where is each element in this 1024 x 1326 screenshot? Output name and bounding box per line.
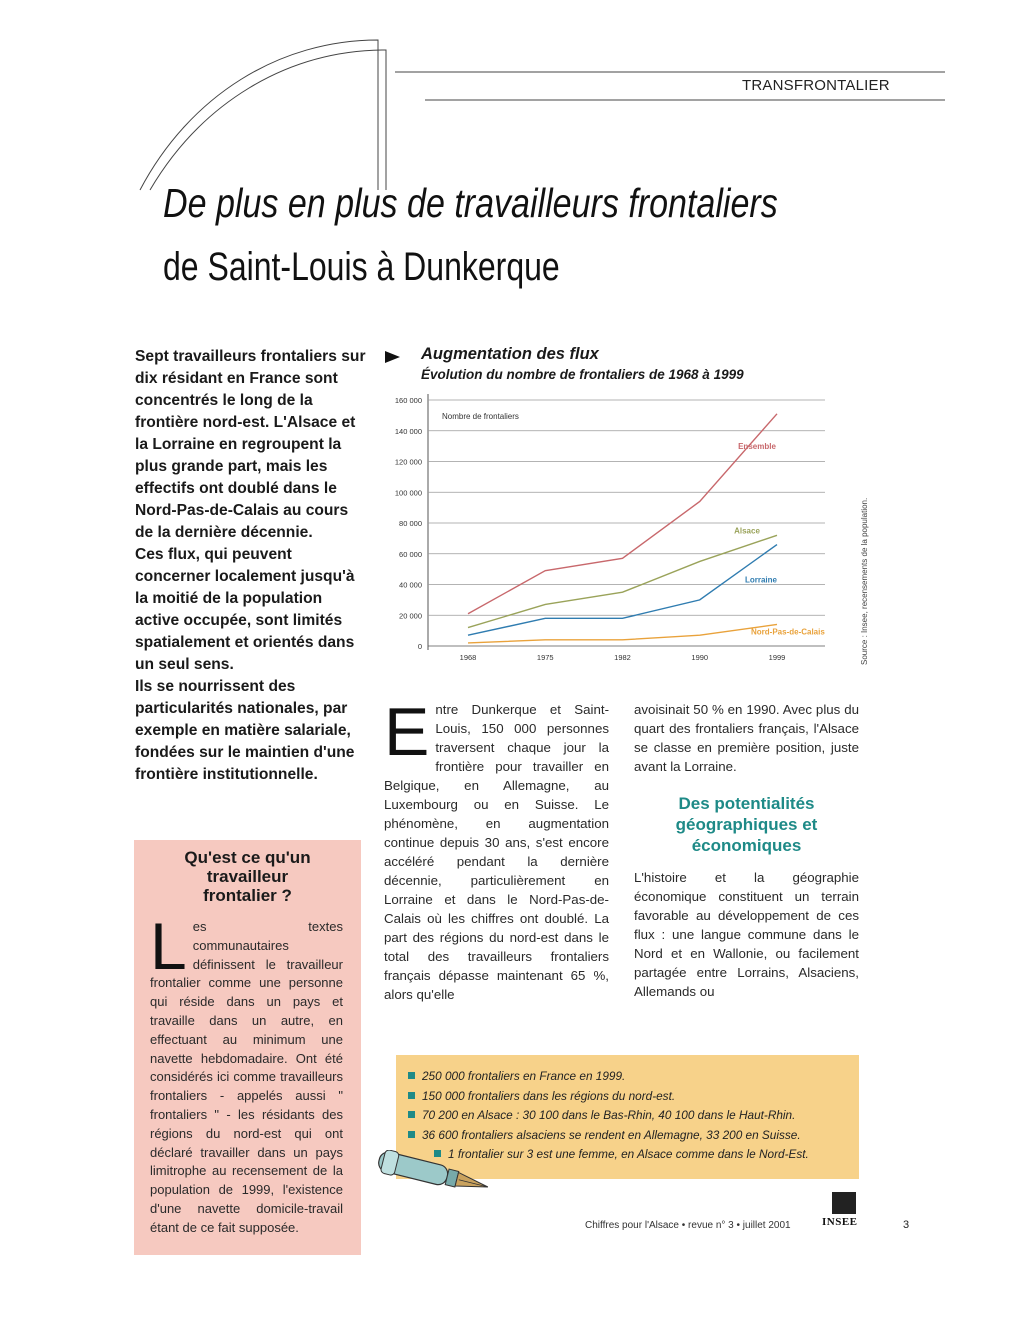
series-label: Alsace xyxy=(734,526,760,536)
article-column-1 xyxy=(384,694,609,1004)
insee-logo-text: INSEE xyxy=(822,1216,858,1228)
list-item xyxy=(408,1126,809,1146)
insee-logo xyxy=(822,1192,864,1228)
list-item-text: 1 frontalier sur 3 est une femme, en Alsace comme dans le Nord-Est. xyxy=(448,1147,809,1161)
series-line-nord-pas-de-calais xyxy=(468,624,777,642)
dropcap: L xyxy=(150,909,187,983)
dropcap: E xyxy=(384,694,430,770)
chart-header xyxy=(384,345,854,382)
y-tick-label: 0 xyxy=(417,642,422,651)
definition-box-text xyxy=(150,909,343,1238)
y-axis-label: Nombre de frontaliers xyxy=(442,412,519,421)
definition-box xyxy=(134,840,361,1255)
series-line-ensemble xyxy=(468,414,777,614)
insee-logo-mark xyxy=(832,1192,856,1214)
y-tick-label: 80 000 xyxy=(399,519,422,528)
article-text: ntre Dunkerque et Saint-Louis, 150 000 personnes traversent chaque jour la frontière pour travailler en Belgique, en Allemagne, au Luxembourg ou en Suisse. Le phénomène, en augmentation continue depuis 30 ans, s'est encore accéléré pendant la dernière décennie, particulièrement en Lorraine et dans le Nord-Pas-de-Calais où les chiffres ont doublé. La part des régions du nord-est dans le total des travailleurs frontaliers français dépasse maintenant 65 %, alors qu'elle xyxy=(384,702,609,1002)
bullet-square-icon xyxy=(408,1072,415,1079)
definition-text: es textes communautaires définissent le travailleur frontalier comme une personne qui réside dans un pays et travaille dans un autre, en effectuant au minimum une navette hebdomadaire. Ont été considérés ici comme travailleurs frontaliers - appelés aussi " frontaliers " - les résidants des régions du nord-est qui ont déclaré travailler dans un pays limitrophe au recensement de la population de 1999, l'existence d'une navette domicile-travail étant de ce fait supposée. xyxy=(150,919,343,1235)
y-tick-label: 100 000 xyxy=(394,488,422,498)
x-tick-label: 1975 xyxy=(536,653,554,662)
bullet-square-icon xyxy=(408,1131,415,1138)
page-subtitle: de Saint-Louis à Dunkerque xyxy=(163,245,560,289)
lede-paragraph: Ces flux, qui peuvent concerner localement jusqu'à la moitié de la population active occupée, sont limités spatialement et orientés dans un seul sens. xyxy=(135,546,355,673)
series-label: Nord-Pas-de-Calais xyxy=(751,627,825,637)
series-line-alsace xyxy=(468,535,777,627)
chart-title: Augmentation des flux xyxy=(421,345,599,363)
lede-paragraph: Sept travailleurs frontaliers sur dix résidant en France sont concentrés le long de la frontière nord-est. L'Alsace et la Lorraine en regroupent la plus grande part, mais les effectifs ont doublé dans le Nord-Pas-de-Calais au cours de la dernière décennie. xyxy=(135,348,366,541)
definition-box-title xyxy=(134,848,361,905)
definition-box-title-text: Qu'est ce qu'un travailleur frontalier ? xyxy=(184,848,311,905)
bullet-square-icon xyxy=(408,1111,415,1118)
page-title: De plus en plus de travailleurs frontaliers xyxy=(163,180,778,226)
y-tick-label: 40 000 xyxy=(399,580,422,590)
y-tick-label: 120 000 xyxy=(394,457,422,467)
x-tick-label: 1999 xyxy=(768,653,786,662)
footer-text: Chiffres pour l'Alsace • revue n° 3 • juillet 2001 xyxy=(585,1220,791,1231)
article-column-2-continued: L'histoire et la géographie économique constituent un terrain favorable au développement de ces flux : une langue commune dans le Nord et en Wallonie, ou facilement partagée entre Lorrains, Alsaciens, Allemands ou xyxy=(634,870,859,999)
list-item-text: 70 200 en Alsace : 30 100 dans le Bas-Rhin, 40 100 dans le Haut-Rhin. xyxy=(422,1108,796,1122)
lede-paragraph: Ils se nourrissent des particularités nationales, par exemple en matière salariale, fondées sur le maintien d'une frontière institutionnelle. xyxy=(135,678,355,783)
flux-line-chart xyxy=(380,388,855,673)
y-tick-label: 160 000 xyxy=(394,396,422,405)
y-tick-label: 60 000 xyxy=(399,549,422,559)
list-item-text: 150 000 frontaliers dans les régions du nord-est. xyxy=(422,1088,676,1103)
list-item xyxy=(408,1106,809,1126)
chart-subtitle: Évolution du nombre de frontaliers de 1968 à 1999 xyxy=(421,367,744,382)
page-number: 3 xyxy=(903,1219,910,1231)
series-label: Lorraine xyxy=(744,575,778,585)
article-column-2: avoisinait 50 % en 1990. Avec plus du quart des frontaliers français, l'Alsace se classe en première position, juste avant la Lorraine. xyxy=(634,702,859,774)
list-item-text: 36 600 frontaliers alsaciens se rendent en Allemagne, 33 200 en Suisse. xyxy=(422,1127,801,1142)
lede xyxy=(135,346,367,786)
series-label: Ensemble xyxy=(738,441,776,451)
y-tick-label: 140 000 xyxy=(394,426,422,436)
list-item xyxy=(408,1067,809,1087)
article-subheading: Des potentialités géographiques et économiques xyxy=(675,794,818,855)
x-tick-label: 1982 xyxy=(614,653,631,662)
fountain-pen-icon xyxy=(370,1150,500,1210)
x-tick-label: 1990 xyxy=(691,653,709,662)
list-item xyxy=(408,1087,809,1107)
chart-source: Source : Insee, recensements de la population. xyxy=(860,497,869,665)
y-tick-label: 20 000 xyxy=(399,611,422,621)
section-tag: TRANSFRONTALIER xyxy=(742,77,890,94)
x-tick-label: 1968 xyxy=(459,653,477,662)
list-item-text: 250 000 frontaliers en France en 1999. xyxy=(422,1069,626,1083)
bullet-square-icon xyxy=(408,1092,415,1099)
